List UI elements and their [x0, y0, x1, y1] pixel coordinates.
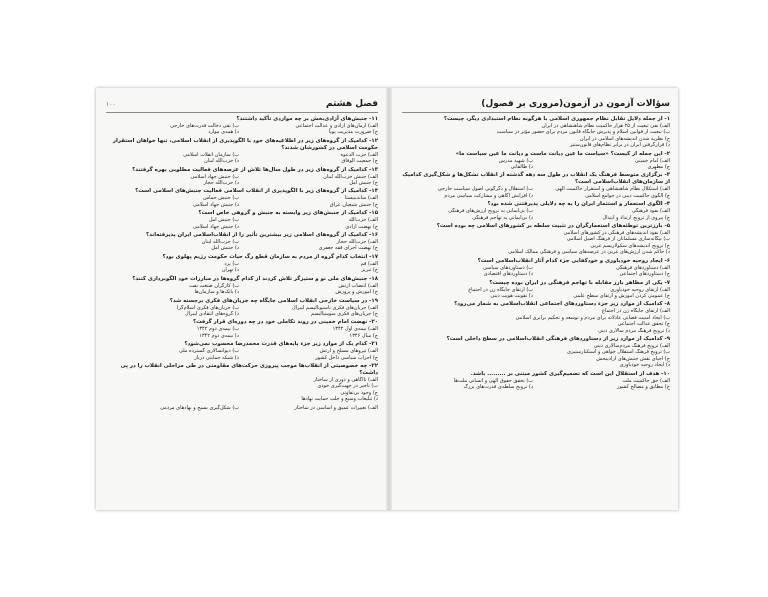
- answer-options: [402, 343, 670, 369]
- answer-option: الف) حزب‌الله: [348, 217, 378, 224]
- answer-options: [402, 123, 670, 149]
- question: [402, 172, 670, 199]
- question: [402, 301, 670, 334]
- answer-option: د) تقویت هویت دینی: [490, 292, 533, 299]
- answer-option: ب) بی‌ایمانی به ترویج ارزش‌های فرهنگی: [448, 208, 533, 215]
- answer-option: ج) جریان‌های فکری سوسیالیسم: [310, 310, 378, 317]
- answer-option: الف) جنبش حزب‌الله لبنان: [323, 173, 378, 180]
- question: [106, 319, 378, 339]
- answer-option: ب) جنبش حماس: [203, 195, 239, 202]
- answer-option: د) بی‌ایمانی به تهاجم فرهنگی: [472, 214, 533, 221]
- question-stem: ۱۳- کدامیک از گروه‌های زیر در طول سال‌ها تلاش از عرصه‌های فعالیت مطلوبی بهره گرفتند؟: [132, 166, 378, 173]
- answer-options: [106, 123, 378, 136]
- left-page-header: [106, 96, 378, 113]
- question-stem: ۸- کدامیک از موارد زیر جزء دستاوردهای اجتماعی انقلاب‌اسلامی به شمار می‌رود؟: [454, 301, 670, 308]
- answer-options: [106, 217, 378, 230]
- answer-option: ب) حزب‌الله لبنان: [201, 239, 239, 246]
- answer-options: [106, 195, 378, 208]
- answer-option: ب) نیمه‌ی دوم ۱۳۴۲: [196, 326, 239, 333]
- answer-option: ج) آموزش و پرورش: [335, 289, 378, 296]
- answer-option: ب) جنبش جهاد اسلامی: [190, 173, 239, 180]
- answer-options: [402, 158, 670, 171]
- answer-option: ب) دستاوردهای سیاسی: [483, 264, 533, 271]
- right-page: [392, 88, 678, 510]
- question: [106, 341, 378, 361]
- question-stem: ۱۱- جنبش‌های آزادی‌بخش بر چه مواردی تأکید داشتند؟: [236, 116, 378, 122]
- answer-option: د) تهران: [221, 267, 239, 274]
- answer-option: د) حزب‌الله لبنان: [204, 158, 239, 165]
- question: [106, 363, 378, 403]
- answer-option: الف) امام خمینی: [634, 157, 670, 164]
- answer-option: ج) عمومی کردن آموزش و ارتقای سطح علمی: [573, 292, 670, 299]
- answer-option: د) جنبش جهاد اسلامی: [193, 201, 239, 208]
- question-stem: ۵- بارزترین توطئه‌های استعمارگران در تثبیت سلطه بر کشورهای اسلامی چه بوده است؟: [436, 223, 670, 230]
- answer-option: د) حاکم شدن ارزش‌های غربی در عرصه‌های سیاسی و فرهنگی ممالک اسلامی: [508, 249, 670, 256]
- question-stem: ۱۰- هدف از استقلال این است که تصمیم‌گیری کشور مبتنی بر ......... باشد.: [470, 370, 670, 377]
- answer-option: الف) حق حاکمیت ملت: [622, 377, 670, 384]
- question: [402, 336, 670, 369]
- answer-option: الف) جریان‌های فکری ناسیونالیسم لیبرال: [292, 304, 378, 311]
- question: [106, 232, 378, 252]
- answer-options: [106, 152, 378, 165]
- answer-option: ج) جمعیت الوفاق: [341, 158, 378, 165]
- answer-option: ج) نهضت اجرای فقه جعفری: [318, 245, 378, 252]
- answer-option: الف) ارتقای جایگاه زن در اجتماع: [601, 308, 670, 315]
- question-stem: ۱۶- کدامیک از گروه‌های اسلامی زیر بیشترین تأثیر را از انقلاب‌اسلامی ایران پذیرفته‌اند؟: [146, 232, 378, 239]
- document-spread: [96, 88, 678, 510]
- answer-option: ج) الگوی حاکمیت دینی در جوامع اسلامی: [585, 192, 670, 199]
- answer-option: الف) نفی تبعیت از ۲۵ هزار حاکمیت نظام شاهنشاهی در ایران: [541, 123, 670, 129]
- answer-option: ج) جنبش شیعیان عراق: [329, 201, 378, 208]
- answer-option: ج) مطهری: [647, 164, 670, 171]
- answer-option: ج) احزاب سیاسی داخل کشور: [315, 354, 378, 361]
- chapter-title: فصل هشتم: [325, 99, 378, 109]
- answer-option: ب) شهید مدرس: [498, 157, 533, 164]
- answer-option: الف) تغییرات عمیق و اساسی در ساختار: [294, 404, 378, 411]
- answer-option: د) بانک‌ها و سازمان‌ها: [194, 289, 239, 296]
- answer-options: [106, 174, 378, 187]
- answer-options: [106, 305, 378, 318]
- answer-option: ج) پیروی از ترویج ارتداد و ابتذال: [602, 214, 670, 221]
- question-stem: ۱۷- انتخاب کدام گروه از مردم به سازمان قطع رگ حیات حکومت رژیم پهلوی بود؟: [162, 253, 378, 260]
- question-list: [402, 116, 670, 390]
- answer-option: ب) دیوانسالاری گسترده ملی: [178, 348, 239, 355]
- question: [106, 210, 378, 230]
- answer-option: د) تبلیغات وسیع و جلب حمایت نهادها: [301, 396, 378, 403]
- question: [106, 167, 378, 187]
- answer-option: د) ترویج فرهنگ مردم سالاری دینی: [597, 327, 670, 334]
- answer-options: [106, 239, 378, 252]
- right-page-header: [402, 96, 670, 113]
- question: [402, 258, 670, 278]
- question: [106, 298, 378, 318]
- question-stem: ۹- کدامیک از موارد زیر از دستاوردهای فرهنگی انقلاب‌اسلامی در سطح داخلی است؟: [446, 335, 670, 342]
- question-stem: ۱۲- کدامیک از گروه‌های زیر در اطلاعیه‌های خود با الگوپذیری از انقلاب اسلامی، تنها خواهان استقرار حکومت اسلامی در کشورشان شدند؟: [112, 137, 378, 151]
- answer-option: الف) دستاوردهای فرهنگی: [615, 264, 670, 271]
- left-page: [96, 88, 386, 510]
- answer-option: د) دستاوردهای اقتصادی: [483, 271, 533, 278]
- answer-option: ب) بیگانه‌سازی مسلمانان از فرهنگ اصیل اسلامی: [566, 236, 670, 243]
- question: [402, 116, 670, 149]
- question-stem: ۲۱- کدام یک از موارد زیر جزء پایه‌های قدرت محمدرضا محسوب نمی‌شود؟: [184, 341, 378, 348]
- question-stem: ۴- الگوی استعمار و استثمار ایران را به چه دلایلی پذیرفتنی شده بود؟: [487, 201, 670, 208]
- answer-option: الف) نفوذ اندیشه‌های فرهنگی در کشورهای اسلامی: [563, 230, 670, 237]
- answer-option: ج) جنبش امل: [349, 180, 378, 187]
- answer-option: الف) نیروهای مسلح و ارتش: [319, 348, 378, 355]
- question: [106, 254, 378, 274]
- answer-options: [402, 265, 670, 278]
- question: [402, 280, 670, 300]
- answer-options: [106, 283, 378, 296]
- answer-option: ب) ترویج فرهنگ استقلال خواهی و استکبارستیزی: [567, 349, 670, 356]
- answer-options: [106, 405, 378, 411]
- answer-option: الف) قم: [360, 260, 378, 267]
- answer-option: د) نیمه‌ی دوم ۱۳۴۲: [199, 332, 239, 339]
- answer-options: [402, 186, 670, 199]
- answer-options: [106, 261, 378, 274]
- exam-title: سؤالات آزمون در آزمون(مروری بر فصول): [481, 99, 670, 109]
- answer-option: الف) ارتقای روحیه خودباوری: [610, 286, 670, 293]
- answer-options: [402, 208, 670, 221]
- answer-option: د) شبکه حمایتی دربار: [194, 354, 239, 361]
- answer-option: د) جنبش جهاد اسلامی: [193, 223, 239, 230]
- question: [106, 276, 378, 296]
- question-stem: ۱۸- جنبش‌های ملی نو و ستیزگر تلاش کردند از کدام گروه‌ها در مبارزات خود الگوبرداری کنند؟: [132, 275, 378, 282]
- answer-option: د) حزب‌الله حجاز: [203, 180, 239, 187]
- answer-option: ب) تبعیت از قوانین اسلام و پذیرش جایگاه قانون مردم برای حضور مؤثر در سیاست: [496, 129, 670, 136]
- answer-option: ج) سال ۱۳۴۶: [349, 332, 378, 339]
- answer-option: ب) ارتقای جایگاه زن در اجتماع: [468, 286, 533, 293]
- question: [106, 116, 378, 136]
- answer-option: الف) نفوذ فرهنگی: [631, 208, 670, 215]
- question: [402, 371, 670, 391]
- answer-option: الف) حزب الدعوه: [340, 151, 378, 158]
- answer-option: ب) جریان‌های فکری اسلام‌گرا: [177, 304, 239, 311]
- answer-option: ج) ضرورت مدیریت پویا: [328, 129, 378, 136]
- answer-option: ب) ایجاد امنیت قضایی عادلانه برای مردم و توسعه و تحکیم برابری اسلامی: [515, 314, 670, 321]
- answer-option: الف) ترویج فرهنگ مردم‌سالاری دینی: [593, 342, 670, 349]
- answer-options: [402, 308, 670, 334]
- question-stem: ۱۵- کدامیک از جنبش‌های زیر وابسته به جنبش و گروهی خاص است؟: [198, 210, 378, 217]
- answer-option: ب) تحقق حقوق الهی و انسانی ملت‌ها: [453, 377, 533, 384]
- answer-options: [106, 377, 378, 403]
- answer-option: الف) استکلال نظام شاهنشاهی و استقرار حاکمیت الهی: [555, 186, 670, 193]
- answer-option: ج) مطابق و مصالح کشور: [617, 383, 670, 390]
- answer-option: ج) وجود بی‌تفاوتی: [340, 389, 378, 396]
- answer-option: ب) جنبش امل: [208, 217, 239, 224]
- answer-options: [106, 348, 378, 361]
- answer-option: ب) تأخیر در جهت‌گیری خودی: [317, 383, 378, 390]
- answer-options: [402, 378, 670, 391]
- question: [106, 188, 378, 208]
- question: [402, 201, 670, 221]
- question-stem: ۱۴- کدامیک از گروه‌های زیر با الگوپذیری از انقلاب اسلامی فعالیت جنبش‌های اسلامی است؟: [135, 188, 378, 195]
- question: [106, 405, 378, 411]
- answer-options: [402, 230, 670, 256]
- page-number: ۱۰۰: [106, 100, 116, 108]
- question: [402, 151, 670, 171]
- answer-option: الف) آرمان‌های آزادی و عدالت اجتماعی: [295, 123, 378, 129]
- answer-option: د) ترویج سلطه‌ی قدرت‌های بزرگ: [463, 383, 533, 390]
- question: [106, 138, 378, 165]
- answer-option: ب) نفی دخالت قدرت‌های خارجی: [170, 123, 239, 129]
- answer-option: د) قرارگرفتن ایران در برابر نظام‌های قانون‌ستیز: [569, 142, 670, 149]
- question-stem: ۲۲- چه خصوصیتی از انقلاب‌ها موجب پیروزی حرکت‌های مقاومتی در طی مراحلی انقلاب را در پی داشت؟: [120, 362, 378, 376]
- answer-option: د) ایجاد روحیه خودباوری: [619, 362, 670, 369]
- question-stem: ۳- برگزاری متوسط فرهنگ یک انقلاب در طول سه دهه گذشته از انقلاب تشکل‌ها و شکل‌گیری کدامیک از سازمان‌های انقلاب‌اسلامی است؟: [402, 172, 670, 186]
- question-stem: ۲- این جمله از کیست؟ «سیاست ما عین دیانت ماست و دیانت ما عین سیاست ما»: [455, 150, 670, 157]
- answer-option: الف) ساندینیستا: [344, 195, 378, 202]
- question-list: [106, 116, 378, 411]
- answer-option: د) طالقانی: [510, 164, 533, 171]
- answer-option: د) جنبش امل: [211, 245, 239, 252]
- question-stem: ۱- از جمله دلایل تقابل نظام جمهوری اسلامی با هرگونه نظام استبدادی دیگر، چیست؟: [443, 116, 670, 122]
- answer-option: ب) شکل‌گیری بسیج و نهادهای مردمی: [160, 404, 239, 411]
- answer-options: [402, 287, 670, 300]
- answer-option: ج) تحقق عدالت اجتماعی: [617, 321, 670, 328]
- question-stem: ۱۹- در سیاست خارجی انقلاب اسلامی جایگاه چه جریان‌های فکری برجسته شد؟: [169, 297, 378, 304]
- answer-option: ب) سازمان انقلاب اسلامی: [183, 151, 239, 158]
- question-stem: ۲۰- نهضت امام خمینی در روند تکاملی خود در چه دوره‌ای قرار گرفت؟: [192, 319, 378, 326]
- answer-option: الف) ناآگاهی و دوری از ساختار: [313, 376, 378, 383]
- answer-option: ب) یزد: [224, 260, 239, 267]
- answer-options: [106, 326, 378, 339]
- answer-option: ب) استقلال و دگرگونی اصول سیاست خارجی: [437, 186, 533, 193]
- question-stem: ۶- ایجاد روحیه خودباوری و خودکفایی جزء کدام آثار انقلاب‌اسلامی است؟: [477, 257, 670, 264]
- answer-option: الف) انتصاب ارتش: [338, 282, 378, 289]
- answer-option: الف) نیمه‌ی اول ۱۳۴۲: [332, 326, 378, 333]
- answer-option: د) گروه‌های انتقادی لیبرال: [185, 310, 239, 317]
- answer-option: ج) تبریز: [361, 267, 378, 274]
- answer-option: ج) احیای نقش جنبش‌های آزادیبخش: [596, 355, 670, 362]
- question-stem: ۷- یکی از مظاهر بارز مقابله با تهاجم فرهنگی در ایران بوده چیست؟: [489, 279, 670, 286]
- answer-option: د) همه‌ی موارد: [208, 129, 239, 136]
- answer-option: ج) دستاوردهای اجتماعی: [619, 271, 670, 278]
- answer-option: ج) نهضت آزادی: [345, 223, 378, 230]
- answer-option: ج) ترویج اندیشه‌های سکولاریسم غربی: [590, 242, 670, 249]
- answer-option: ج) نظریه شدن اندیشه‌های اسلامی در ایران: [579, 135, 670, 142]
- question: [402, 223, 670, 256]
- answer-option: د) افزایش آگاهی و مشارکت سیاسی مردم: [444, 192, 533, 199]
- answer-option: الف) حزب‌الله حجاز: [336, 239, 378, 246]
- answer-option: ب) کارگران صنعت نفت: [189, 282, 239, 289]
